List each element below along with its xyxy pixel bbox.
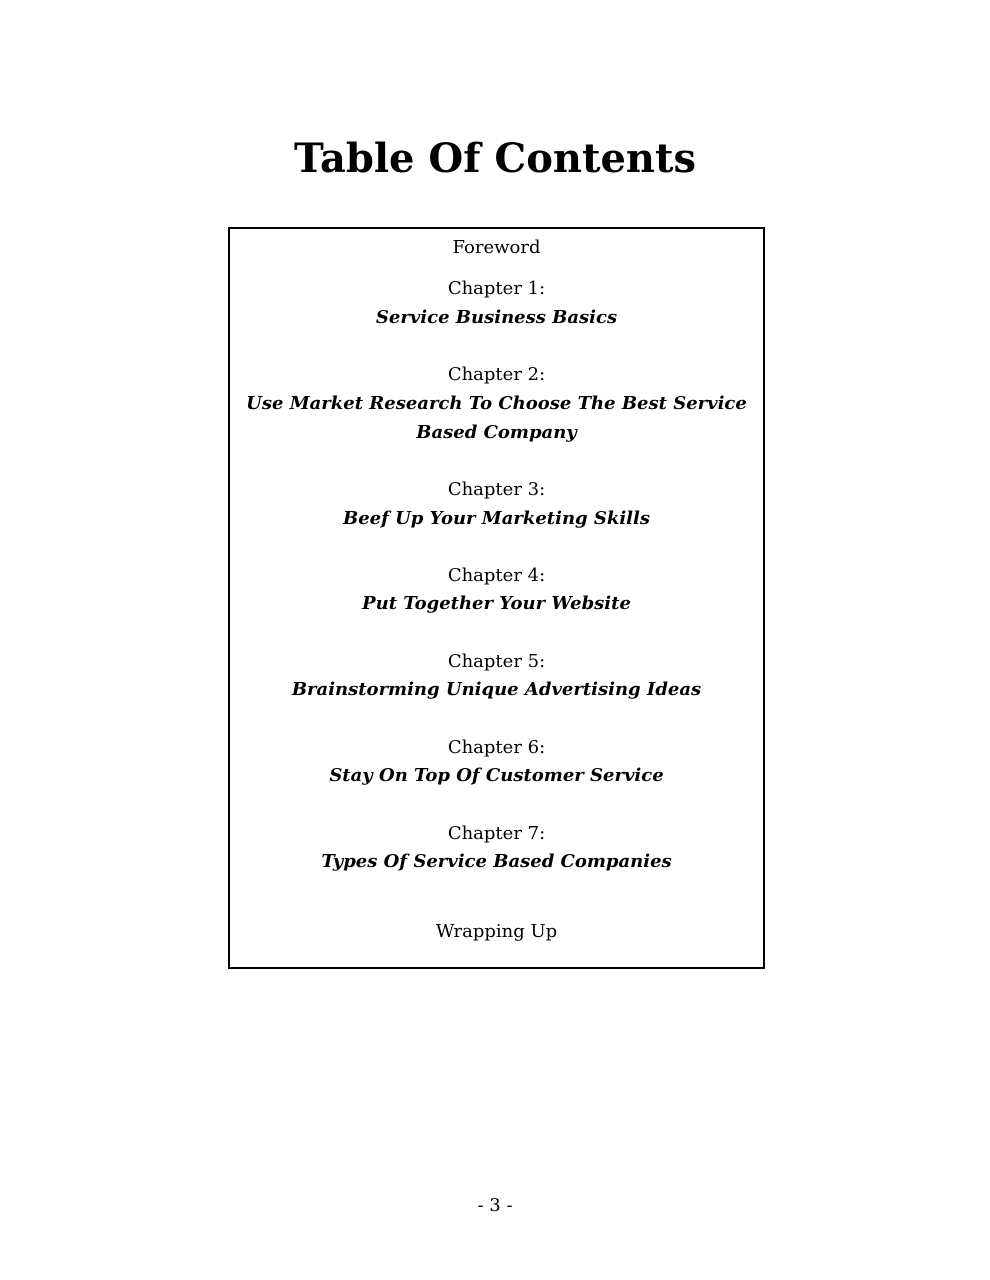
chapter-2-title[interactable]: Use Market Research To Choose The Best Service Based Company [246, 393, 747, 443]
chapter-7-label: Chapter 7: [447, 823, 546, 844]
chapter-6-label: Chapter 6: [447, 737, 546, 758]
chapter-3-label: Chapter 3: [447, 479, 546, 500]
chapter-1-title[interactable]: Service Business Basics [375, 307, 618, 328]
chapter-2-label: Chapter 2: [447, 364, 546, 385]
chapter-1-label: Chapter 1: [447, 278, 546, 299]
toc-wrapping-up[interactable]: Wrapping Up [435, 921, 558, 942]
table-of-contents-box [228, 227, 765, 969]
chapter-5-label: Chapter 5: [447, 651, 546, 672]
chapter-3-title[interactable]: Beef Up Your Marketing Skills [342, 508, 650, 529]
chapter-4-title[interactable]: Put Together Your Website [362, 593, 631, 614]
page-title: Table Of Contents [294, 135, 696, 182]
chapter-6-title[interactable]: Stay On Top Of Customer Service [329, 765, 664, 786]
toc-foreword[interactable]: Foreword [452, 237, 541, 258]
chapter-4-label: Chapter 4: [447, 565, 546, 586]
chapter-5-title[interactable]: Brainstorming Unique Advertising Ideas [291, 679, 702, 700]
chapter-7-title[interactable]: Types Of Service Based Companies [321, 851, 672, 872]
page-number: - 3 - [477, 1195, 513, 1216]
